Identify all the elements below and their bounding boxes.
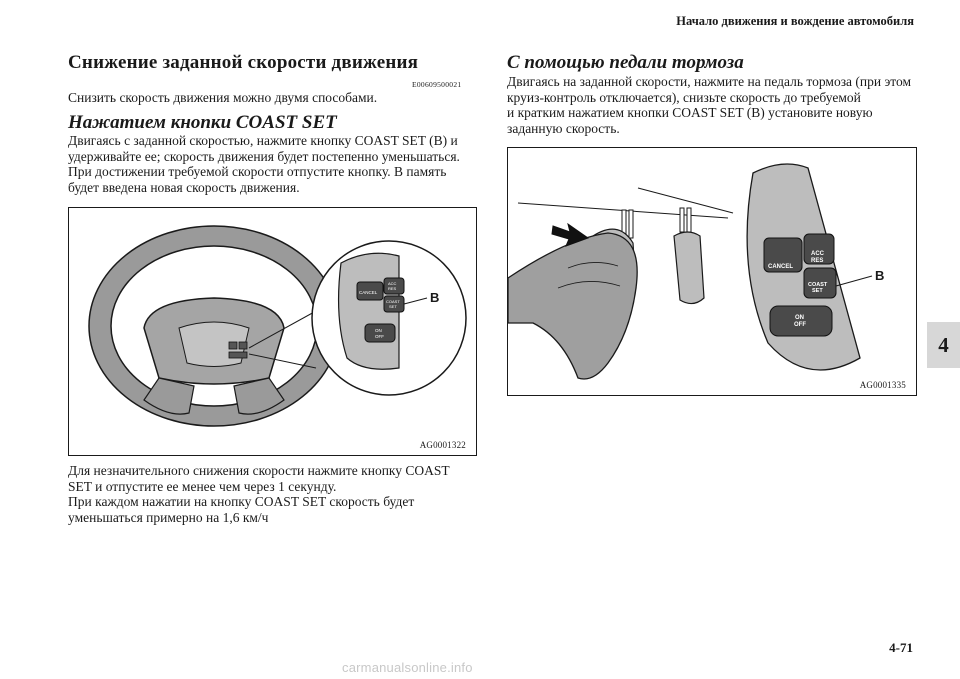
on-button-label: ON	[795, 315, 804, 321]
cancel-button-label: CANCEL	[359, 290, 378, 295]
set-button-label: SET	[389, 304, 397, 309]
chapter-tab: 4	[927, 322, 960, 368]
brake-pedal-illustration	[508, 148, 916, 395]
figure-code: AG0001322	[419, 440, 466, 450]
acc-button-label: ACC	[811, 251, 824, 257]
watermark: carmanualsonline.info	[342, 660, 473, 675]
left-note	[68, 463, 478, 525]
left-note-line: SET и отпустите ее менее чем через 1 секунду.	[68, 478, 337, 494]
cancel-button-label: CANCEL	[768, 264, 793, 270]
left-paragraph-line: При достижении требуемой скорости отпустите кнопку. В память	[68, 164, 447, 179]
running-header: Начало движения и вождение автомобиля	[676, 14, 914, 28]
callout-b-label: B	[430, 290, 440, 305]
figure-brake-pedal	[507, 147, 917, 396]
off-button-label: OFF	[375, 334, 384, 339]
page-number: 4-71	[889, 640, 913, 655]
left-heading: Нажатием кнопки COAST SET	[68, 112, 337, 133]
left-note-line: При каждом нажатии на кнопку COAST SET скорость будет	[68, 494, 415, 509]
callout-b-label: B	[875, 268, 885, 283]
left-note-line: уменьшаться примерно на 1,6 км/ч	[68, 509, 269, 525]
on-button-label: ON	[375, 328, 382, 333]
steering-wheel-illustration	[69, 208, 476, 455]
figure-steering-wheel	[68, 207, 477, 456]
left-paragraph-line: будет введена новая скорость движения.	[68, 179, 300, 195]
coast-button-label: COAST	[808, 282, 828, 288]
set-button-label: SET	[812, 288, 823, 294]
left-paragraph-line: Двигаясь с заданной скоростью, нажмите кнопку COAST SET (B) и	[68, 133, 458, 148]
left-note-line: Для незначительного снижения скорости нажмите кнопку COAST	[68, 463, 450, 478]
right-paragraph-line: круиз-контроль отключается), снизьте скорость до требуемой	[507, 89, 861, 105]
off-button-label: OFF	[794, 322, 806, 328]
right-paragraph-line: и кратким нажатием кнопки COAST SET (B) установите новую	[507, 105, 873, 120]
left-paragraph-line: удерживайте ее; скорость движения будет постепенно уменьшаться.	[68, 148, 460, 164]
coast-button-label: COAST	[386, 299, 400, 304]
section-code: E00609500021	[412, 80, 462, 89]
right-heading: С помощью педали тормоза	[507, 52, 744, 73]
res-button-label: RES	[811, 258, 824, 264]
right-paragraph	[507, 74, 927, 136]
left-paragraph	[68, 133, 478, 195]
right-paragraph-line: заданную скорость.	[507, 120, 620, 136]
res-button-label: RES	[388, 286, 397, 291]
figure-code: AG0001335	[859, 380, 906, 390]
right-paragraph-line: Двигаясь на заданной скорости, нажмите на педаль тормоза (при этом	[507, 74, 912, 89]
section-intro: Снизить скорость движения можно двумя способами.	[68, 90, 378, 105]
section-title: Снижение заданной скорости движения	[68, 52, 419, 73]
acc-button-label: ACC	[388, 281, 397, 286]
